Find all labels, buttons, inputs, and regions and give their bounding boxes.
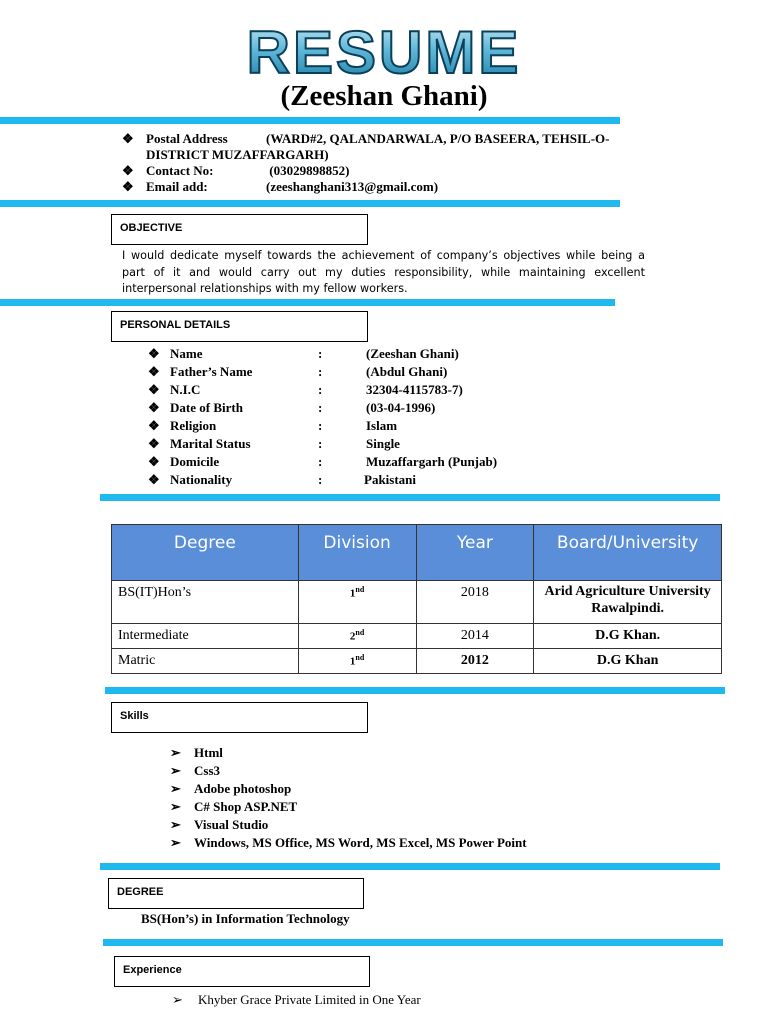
division-cell: 2nd <box>298 624 416 649</box>
contact-item <box>122 163 682 179</box>
table-row <box>112 624 722 649</box>
contact-item <box>122 131 682 147</box>
detail-label: Marital Status <box>170 436 251 451</box>
contact-value: (03029898852) <box>266 163 350 178</box>
arrow-bullet-icon: ➢ <box>170 817 181 832</box>
contact-label: Contact No: <box>146 163 214 178</box>
divider <box>0 200 620 207</box>
contact-value: (WARD#2, QALANDARWALA, P/O BASEERA, TEHSIL-O- <box>266 131 610 146</box>
diamond-bullet-icon: ❖ <box>148 418 160 433</box>
divider <box>100 494 720 501</box>
table-header-row <box>112 525 722 581</box>
board-cell: D.G Khan. <box>534 624 722 649</box>
detail-label: N.I.C <box>170 382 201 397</box>
objective-text: I would dedicate myself towards the achievement of company’s objectives while being a part of it and would carry out my duties responsibility, while maintaining excellent interpersonal relationships with my fellow workers. <box>122 249 645 295</box>
degree-text: BS(Hon’s) in Information Technology <box>141 911 350 926</box>
table-row <box>112 649 722 674</box>
detail-label: Name <box>170 346 203 361</box>
diamond-bullet-icon: ❖ <box>148 382 160 397</box>
degree-cell: BS(IT)Hon’s <box>112 581 299 624</box>
contact-value: (zeeshanghani313@gmail.com) <box>266 179 439 194</box>
divider <box>103 939 723 946</box>
column-header-board: Board/University <box>534 525 722 581</box>
detail-label: Religion <box>170 418 217 433</box>
diamond-bullet-icon: ❖ <box>122 163 134 178</box>
board-cell: Arid Agriculture University Rawalpindi. <box>534 581 722 624</box>
degree-heading: DEGREE <box>108 878 364 909</box>
detail-value: Muzaffargarh (Punjab) <box>366 454 498 469</box>
arrow-bullet-icon: ➢ <box>170 745 181 760</box>
degree-cell: Matric <box>112 649 299 674</box>
diamond-bullet-icon: ❖ <box>148 400 160 415</box>
detail-label: Date of Birth <box>170 400 243 415</box>
arrow-bullet-icon: ➢ <box>170 799 181 814</box>
board-cell: D.G Khan <box>534 649 722 674</box>
divider <box>0 117 620 124</box>
education-table <box>111 524 722 674</box>
year-cell: 2014 <box>416 624 534 649</box>
detail-value: 32304-4115783-7) <box>366 382 463 397</box>
diamond-bullet-icon: ❖ <box>148 472 160 487</box>
contact-label: Email add: <box>146 179 208 194</box>
detail-value: Islam <box>366 418 398 433</box>
arrow-bullet-icon: ➢ <box>170 835 181 850</box>
arrow-bullet-icon: ➢ <box>170 781 181 796</box>
table-row <box>112 581 722 624</box>
diamond-bullet-icon: ❖ <box>122 179 134 194</box>
arrow-bullet-icon: ➢ <box>172 992 183 1007</box>
detail-label: Father’s Name <box>170 364 253 379</box>
diamond-bullet-icon: ❖ <box>148 436 160 451</box>
contact-block <box>122 131 682 195</box>
detail-label: Nationality <box>170 472 233 487</box>
year-cell: 2012 <box>416 649 534 674</box>
resume-title: RESUME <box>0 22 768 84</box>
detail-label: Domicile <box>170 454 220 469</box>
experience-heading: Experience <box>114 956 370 987</box>
detail-value: (Zeeshan Ghani) <box>366 346 459 361</box>
arrow-bullet-icon: ➢ <box>170 763 181 778</box>
divider <box>100 863 720 870</box>
contact-value-continuation: DISTRICT MUZAFFARGARH) <box>146 147 329 162</box>
column-header-year: Year <box>416 525 534 581</box>
contact-label: Postal Address <box>146 131 228 146</box>
diamond-bullet-icon: ❖ <box>148 346 160 361</box>
divider <box>0 299 615 306</box>
diamond-bullet-icon: ❖ <box>122 131 134 146</box>
division-cell: 1nd <box>298 649 416 674</box>
degree-cell: Intermediate <box>112 624 299 649</box>
skills-heading: Skills <box>111 702 368 733</box>
detail-value: Pakistani <box>364 472 417 487</box>
diamond-bullet-icon: ❖ <box>148 364 160 379</box>
divider <box>105 687 725 694</box>
personal-details-heading: PERSONAL DETAILS <box>111 311 368 342</box>
division-cell: 1nd <box>298 581 416 624</box>
objective-heading: OBJECTIVE <box>111 214 368 245</box>
column-header-division: Division <box>298 525 416 581</box>
year-cell: 2018 <box>416 581 534 624</box>
detail-value: (03-04-1996) <box>366 400 436 415</box>
detail-value: (Abdul Ghani) <box>366 364 448 379</box>
contact-item <box>122 179 682 195</box>
diamond-bullet-icon: ❖ <box>148 454 160 469</box>
applicant-name: (Zeeshan Ghani) <box>280 80 488 112</box>
column-header-degree: Degree <box>112 525 299 581</box>
detail-value: Single <box>366 436 400 451</box>
